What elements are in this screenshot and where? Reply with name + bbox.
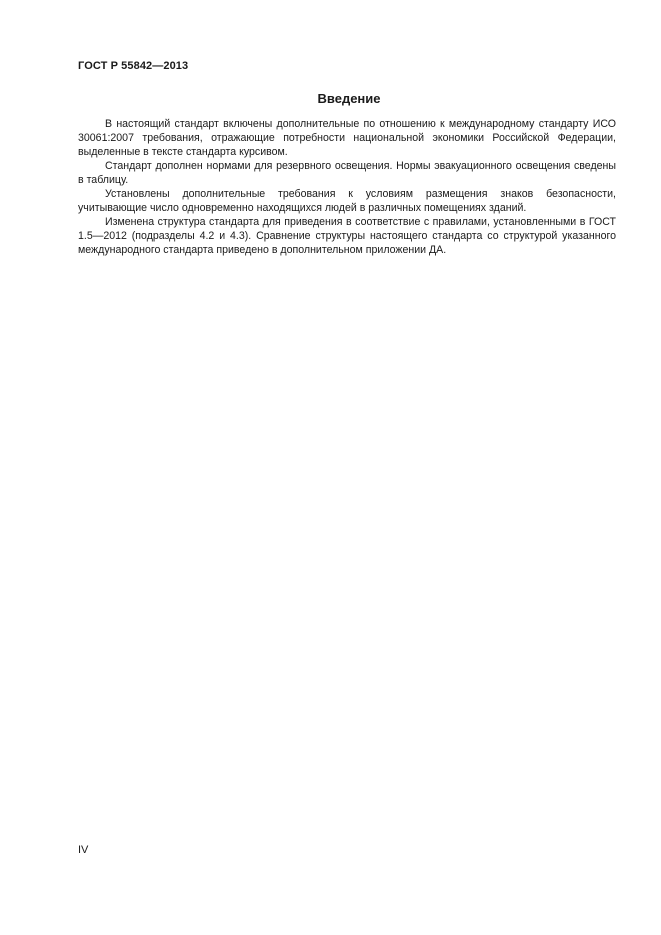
- paragraph: В настоящий стандарт включены дополнительные по отношению к международному стандарту ИСО 30061:2007 требования, отражающие потребности национальной экономики Российской Федерации, выделенные в тексте стандарта курсивом.: [78, 118, 616, 158]
- paragraph: Изменена структура стандарта для приведения в соответствие с правилами, установленными в ГОСТ 1.5—2012 (подразделы 4.2 и 4.3). Сравнение структуры настоящего стандарта со структурой указанного международного стандарта приведено в дополнительном приложении ДА.: [78, 216, 616, 256]
- document-header: ГОСТ Р 55842—2013: [78, 60, 189, 72]
- paragraph: Установлены дополнительные требования к условиям размещения знаков безопасности, учитывающие число одновременно находящихся людей в различных помещениях зданий.: [78, 188, 616, 214]
- body-text: [78, 117, 616, 257]
- paragraph: Стандарт дополнен нормами для резервного освещения. Нормы эвакуационного освещения сведены в таблицу.: [78, 160, 616, 186]
- page-number: IV: [78, 844, 89, 856]
- section-title: Введение: [317, 91, 381, 106]
